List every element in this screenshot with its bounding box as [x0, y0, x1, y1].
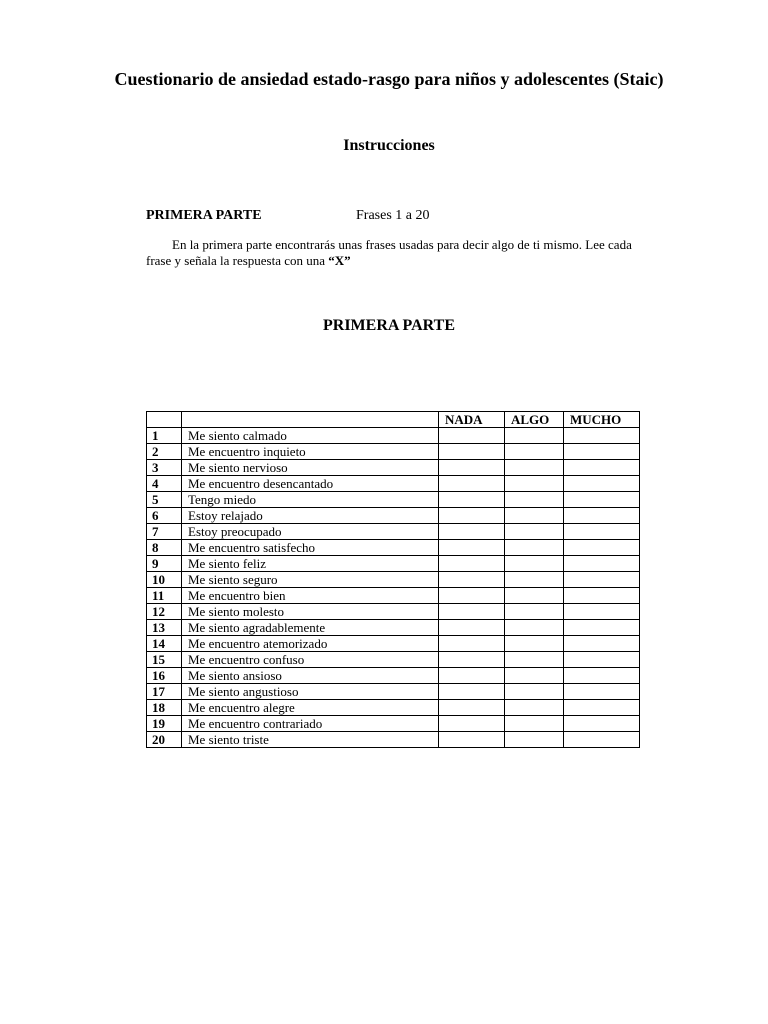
- item-number: 19: [147, 716, 182, 732]
- answer-cell-algo[interactable]: [505, 444, 564, 460]
- answer-cell-nada[interactable]: [439, 524, 505, 540]
- item-number: 20: [147, 732, 182, 748]
- answer-cell-mucho[interactable]: [564, 460, 640, 476]
- item-phrase: Me encuentro bien: [182, 588, 439, 604]
- answer-cell-algo[interactable]: [505, 684, 564, 700]
- answer-cell-nada[interactable]: [439, 556, 505, 572]
- answer-cell-mucho[interactable]: [564, 492, 640, 508]
- answer-cell-algo[interactable]: [505, 652, 564, 668]
- table-row: [147, 460, 640, 476]
- table-row: [147, 444, 640, 460]
- table-row: [147, 556, 640, 572]
- answer-cell-mucho[interactable]: [564, 524, 640, 540]
- table-row: [147, 524, 640, 540]
- answer-cell-mucho[interactable]: [564, 604, 640, 620]
- instructions-mark: “X”: [328, 253, 351, 268]
- answer-cell-nada[interactable]: [439, 684, 505, 700]
- item-number: 1: [147, 428, 182, 444]
- item-phrase: Tengo miedo: [182, 492, 439, 508]
- header-mucho: MUCHO: [564, 412, 640, 428]
- item-number: 4: [147, 476, 182, 492]
- section-title: PRIMERA PARTE: [322, 317, 456, 334]
- table-row: [147, 428, 640, 444]
- item-number: 18: [147, 700, 182, 716]
- item-phrase: Me encuentro atemorizado: [182, 636, 439, 652]
- answer-cell-mucho[interactable]: [564, 588, 640, 604]
- item-phrase: Me siento agradablemente: [182, 620, 439, 636]
- table-row: [147, 588, 640, 604]
- item-number: 10: [147, 572, 182, 588]
- header-number: [147, 412, 182, 428]
- item-phrase: Me encuentro satisfecho: [182, 540, 439, 556]
- answer-cell-mucho[interactable]: [564, 620, 640, 636]
- answer-cell-mucho[interactable]: [564, 508, 640, 524]
- item-phrase: Me siento ansioso: [182, 668, 439, 684]
- answer-cell-nada[interactable]: [439, 700, 505, 716]
- answer-cell-mucho[interactable]: [564, 732, 640, 748]
- table-row: [147, 492, 640, 508]
- table-header-row: [147, 412, 640, 428]
- answer-cell-mucho[interactable]: [564, 716, 640, 732]
- answer-cell-algo[interactable]: [505, 604, 564, 620]
- item-number: 8: [147, 540, 182, 556]
- answer-cell-algo[interactable]: [505, 572, 564, 588]
- answer-cell-algo[interactable]: [505, 540, 564, 556]
- table-row: [147, 732, 640, 748]
- item-number: 2: [147, 444, 182, 460]
- table-row: [147, 636, 640, 652]
- instructions-heading: Instrucciones: [343, 137, 435, 154]
- answer-cell-nada[interactable]: [439, 572, 505, 588]
- item-phrase: Me siento molesto: [182, 604, 439, 620]
- table-row: [147, 652, 640, 668]
- answer-cell-algo[interactable]: [505, 492, 564, 508]
- part-range: Frases 1 a 20: [356, 208, 430, 223]
- table-row: [147, 572, 640, 588]
- item-phrase: Me siento feliz: [182, 556, 439, 572]
- instructions-text: [146, 237, 646, 269]
- item-phrase: Me encuentro inquieto: [182, 444, 439, 460]
- answer-cell-nada[interactable]: [439, 492, 505, 508]
- item-number: 6: [147, 508, 182, 524]
- answer-cell-nada[interactable]: [439, 444, 505, 460]
- answer-cell-mucho[interactable]: [564, 668, 640, 684]
- table-row: [147, 716, 640, 732]
- answer-cell-nada[interactable]: [439, 476, 505, 492]
- table-row: [147, 604, 640, 620]
- header-nada: NADA: [439, 412, 505, 428]
- answer-cell-algo[interactable]: [505, 428, 564, 444]
- instructions-body: En la primera parte encontrarás unas frases usadas para decir algo de ti mismo. Lee cada frase y señala la respuesta con una: [146, 237, 632, 268]
- answer-cell-algo[interactable]: [505, 476, 564, 492]
- answer-cell-mucho[interactable]: [564, 700, 640, 716]
- answer-cell-algo[interactable]: [505, 508, 564, 524]
- item-number: 14: [147, 636, 182, 652]
- answer-cell-algo[interactable]: [505, 716, 564, 732]
- table-row: [147, 620, 640, 636]
- answer-cell-nada[interactable]: [439, 652, 505, 668]
- answer-cell-mucho[interactable]: [564, 540, 640, 556]
- answer-cell-nada[interactable]: [439, 732, 505, 748]
- item-phrase: Me encuentro confuso: [182, 652, 439, 668]
- part-label: PRIMERA PARTE: [146, 208, 262, 223]
- item-number: 17: [147, 684, 182, 700]
- item-number: 15: [147, 652, 182, 668]
- item-phrase: Me siento calmado: [182, 428, 439, 444]
- answer-cell-mucho[interactable]: [564, 684, 640, 700]
- answer-cell-algo[interactable]: [505, 588, 564, 604]
- answer-cell-nada[interactable]: [439, 540, 505, 556]
- item-phrase: Me siento triste: [182, 732, 439, 748]
- answer-cell-mucho[interactable]: [564, 556, 640, 572]
- answer-cell-nada[interactable]: [439, 604, 505, 620]
- table-row: [147, 476, 640, 492]
- answer-cell-algo[interactable]: [505, 700, 564, 716]
- header-phrase: [182, 412, 439, 428]
- answer-cell-nada[interactable]: [439, 428, 505, 444]
- answer-cell-nada[interactable]: [439, 620, 505, 636]
- item-number: 9: [147, 556, 182, 572]
- item-number: 12: [147, 604, 182, 620]
- table-body: [147, 428, 640, 748]
- item-number: 3: [147, 460, 182, 476]
- item-phrase: Me siento angustioso: [182, 684, 439, 700]
- item-phrase: Me encuentro contrariado: [182, 716, 439, 732]
- table-row: [147, 684, 640, 700]
- answer-cell-algo[interactable]: [505, 668, 564, 684]
- item-phrase: Estoy preocupado: [182, 524, 439, 540]
- answer-cell-mucho[interactable]: [564, 652, 640, 668]
- table-row: [147, 700, 640, 716]
- answer-cell-algo[interactable]: [505, 636, 564, 652]
- item-phrase: Me siento nervioso: [182, 460, 439, 476]
- answer-cell-nada[interactable]: [439, 668, 505, 684]
- answer-cell-nada[interactable]: [439, 588, 505, 604]
- answer-cell-algo[interactable]: [505, 524, 564, 540]
- answer-cell-algo[interactable]: [505, 460, 564, 476]
- answer-cell-mucho[interactable]: [564, 428, 640, 444]
- answer-cell-mucho[interactable]: [564, 476, 640, 492]
- item-number: 11: [147, 588, 182, 604]
- document-title: Cuestionario de ansiedad estado-rasgo para niños y adolescentes (Staic): [114, 69, 664, 89]
- answer-cell-mucho[interactable]: [564, 636, 640, 652]
- item-number: 7: [147, 524, 182, 540]
- answer-cell-nada[interactable]: [439, 636, 505, 652]
- answer-cell-nada[interactable]: [439, 508, 505, 524]
- answer-cell-nada[interactable]: [439, 716, 505, 732]
- item-number: 5: [147, 492, 182, 508]
- header-algo: ALGO: [505, 412, 564, 428]
- answer-cell-algo[interactable]: [505, 620, 564, 636]
- answer-cell-algo[interactable]: [505, 732, 564, 748]
- answer-cell-algo[interactable]: [505, 556, 564, 572]
- table-row: [147, 668, 640, 684]
- answer-cell-mucho[interactable]: [564, 444, 640, 460]
- answer-cell-nada[interactable]: [439, 460, 505, 476]
- item-phrase: Estoy relajado: [182, 508, 439, 524]
- table-row: [147, 508, 640, 524]
- item-number: 16: [147, 668, 182, 684]
- item-number: 13: [147, 620, 182, 636]
- answer-cell-mucho[interactable]: [564, 572, 640, 588]
- table-row: [147, 540, 640, 556]
- questionnaire-table: [146, 411, 640, 748]
- item-phrase: Me siento seguro: [182, 572, 439, 588]
- item-phrase: Me encuentro desencantado: [182, 476, 439, 492]
- item-phrase: Me encuentro alegre: [182, 700, 439, 716]
